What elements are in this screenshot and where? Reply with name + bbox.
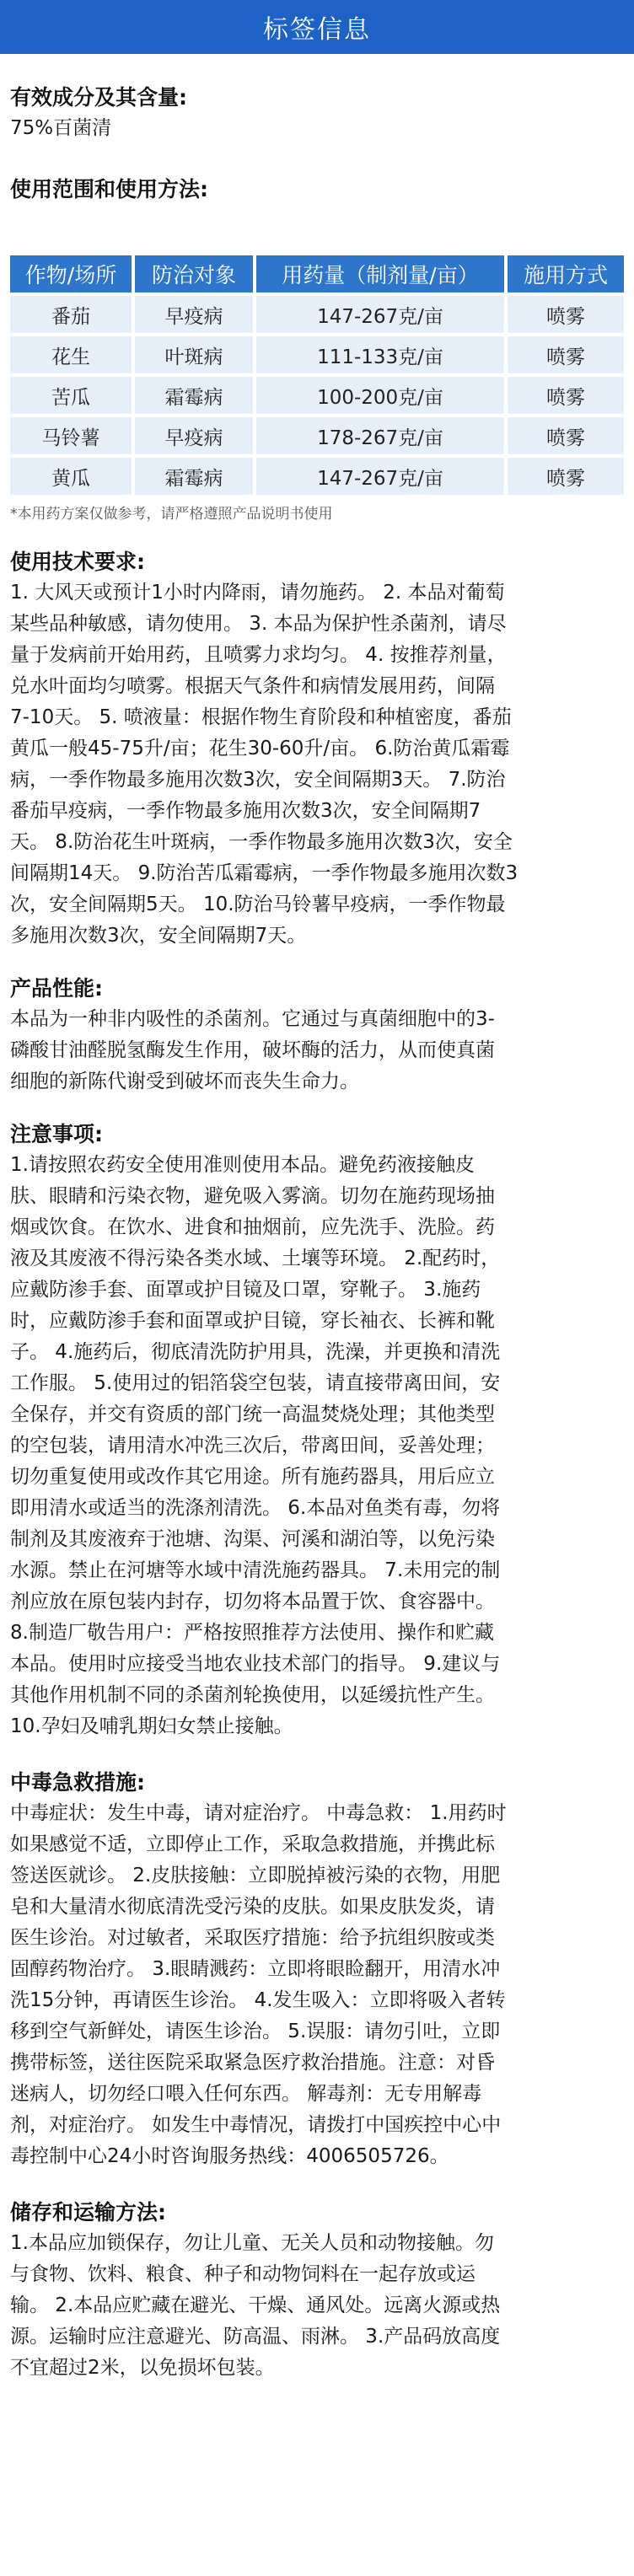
- text-line: 应戴防渗手套、面罩或护目镜及口罩，穿靴子。 3.施药: [10, 1279, 481, 1301]
- text-line: 1.本品应加锁保存，勿让儿童、无关人员和动物接触。勿: [10, 2232, 494, 2254]
- text-line: 细胞的新陈代谢受到破坏而丧失生命力。: [10, 1071, 359, 1092]
- text-line: 制剂及其废液弃于池塘、沟渠、河溪和湖泊等，以免污染: [10, 1528, 495, 1550]
- text-line: 签送医就诊。 2.皮肤接触：立即脱掉被污染的衣物，用肥: [10, 1865, 501, 1886]
- cell-method: 喷雾: [508, 377, 624, 414]
- label-content: [0, 83, 634, 2384]
- cell-crop: 马铃薯: [10, 417, 132, 454]
- cell-dosage: 147-267克/亩: [256, 458, 504, 495]
- text-line: 多施用次数3次，安全间隔期7天。: [10, 925, 307, 947]
- text-line: 病，一季作物最多施用次数3次，安全间隔期3天。 7.防治: [10, 769, 506, 791]
- table-header-row: [10, 255, 624, 292]
- caution-title: 注意事项:: [10, 1122, 103, 1146]
- text-line: 本品。使用时应接受当地农业技术部门的指导。 9.建议与: [10, 1653, 501, 1675]
- cell-method: 喷雾: [508, 417, 624, 454]
- text-line: 子。 4.施药后，彻底清洗防护用具，洗澡，并更换和清洗: [10, 1341, 501, 1363]
- storage-title: 储存和运输方法:: [10, 2200, 166, 2224]
- text-line: 医生诊治。对过敏者，采取医疗措施：给予抗组织胺或类: [10, 1927, 495, 1949]
- text-line: 7-10天。 5. 喷液量：根据作物生育阶段和种植密度，番茄: [10, 706, 512, 728]
- text-line: 皂和大量清水彻底清洗受污染的皮肤。如果皮肤发炎，请: [10, 1896, 495, 1918]
- header-dosage: 用药量（制剂量/亩）: [256, 255, 504, 292]
- cell-crop: 苦瓜: [10, 377, 132, 414]
- text-line: 时，应戴防渗手套和面罩或护目镜，穿长袖衣、长裤和靴: [10, 1310, 495, 1332]
- text-line: 8.制造厂敬告用户：严格按照推荐方法使用、操作和贮藏: [10, 1622, 494, 1644]
- tech-body: [10, 577, 624, 952]
- text-line: 天。 8.防治花生叶斑病，一季作物最多施用次数3次，安全: [10, 831, 513, 853]
- section-first-aid: [10, 1768, 624, 2172]
- first-aid-body: [10, 1798, 624, 2172]
- header-title: 标签信息: [263, 15, 371, 45]
- text-line: 不宜超过2米，以免损坏包装。: [10, 2357, 275, 2379]
- cell-method: 喷雾: [508, 458, 624, 495]
- caution-body: [10, 1150, 624, 1742]
- tech-title: 使用技术要求:: [10, 550, 145, 574]
- text-line: 中毒症状：发生中毒，请对症治疗。 中毒急救： 1.用药时: [10, 1802, 507, 1824]
- section-caution: [10, 1119, 624, 1742]
- section-storage: [10, 2198, 624, 2384]
- text-line: 迷病人，切勿经口喂入任何东西。 解毒剂：无专用解毒: [10, 2083, 482, 2105]
- section-tech: [10, 547, 624, 952]
- text-line: 输。 2.本品应贮藏在避光、干燥、通风处。远离火源或热: [10, 2294, 501, 2316]
- text-line: 其他作用机制不同的杀菌剂轮换使用，以延缓抗性产生。: [10, 1684, 495, 1706]
- usage-title: 使用范围和使用方法:: [10, 177, 208, 201]
- text-line: 量于发病前开始用药，且喷雾力求均匀。 4. 按推荐剂量，: [10, 644, 507, 666]
- text-line: 番茄早疫病，一季作物最多施用次数3次，安全间隔期7: [10, 800, 481, 822]
- performance-title: 产品性能:: [10, 976, 103, 1001]
- cell-dosage: 147-267克/亩: [256, 296, 504, 333]
- text-line: 源。运输时应注意避光、防高温、雨淋。 3.产品码放高度: [10, 2326, 501, 2348]
- dosage-table: [7, 252, 627, 498]
- storage-body: [10, 2228, 624, 2384]
- text-line: 即用清水或适当的洗涤剂清洗。 6.本品对鱼类有毒，勿将: [10, 1497, 501, 1519]
- text-line: 1. 大风天或预计1小时内降雨，请勿施药。 2. 本品对葡萄: [10, 582, 505, 604]
- text-line: 次，安全间隔期5天。 10.防治马铃薯早疫病，一季作物最: [10, 894, 506, 915]
- cell-method: 喷雾: [508, 336, 624, 373]
- text-line: 切勿重复使用或改作其它用途。所有施药器具，用后应立: [10, 1466, 495, 1488]
- text-line: 移到空气新鲜处，请医生诊治。 5.误服：请勿引吐，立即: [10, 2021, 501, 2042]
- ingredient-value: 75%百菌清: [10, 117, 112, 139]
- first-aid-title: 中毒急救措施:: [10, 1770, 145, 1795]
- text-line: 烟或饮食。在饮水、进食和抽烟前，应先洗手、洗脸。药: [10, 1216, 495, 1238]
- text-line: 磷酸甘油醛脱氢酶发生作用，破坏酶的活力，从而使真菌: [10, 1039, 495, 1061]
- table-row: [10, 377, 624, 414]
- text-line: 剂，对症治疗。 如发生中毒情况，请拨打中国疾控中心中: [10, 2114, 502, 2136]
- text-line: 1.请按照农药安全使用准则使用本品。避免药液接触皮: [10, 1154, 475, 1176]
- section-performance: [10, 974, 624, 1097]
- text-line: 10.孕妇及哺乳期妇女禁止接触。: [10, 1715, 293, 1737]
- table-row: [10, 417, 624, 454]
- table-row: [10, 296, 624, 333]
- ingredient-title: 有效成分及其含量:: [10, 85, 187, 110]
- cell-dosage: 178-267克/亩: [256, 417, 504, 454]
- header-crop: 作物/场所: [10, 255, 132, 292]
- cell-crop: 花生: [10, 336, 132, 373]
- cell-target: 早疫病: [135, 296, 253, 333]
- text-line: 本品为一种非内吸性的杀菌剂。它通过与真菌细胞中的3-: [10, 1008, 495, 1030]
- text-line: 如果感觉不适，立即停止工作，采取急救措施，并携此标: [10, 1833, 495, 1855]
- text-line: 的空包装，请用清水冲洗三次后，带离田间，妥善处理；: [10, 1435, 495, 1457]
- performance-body: [10, 1004, 624, 1097]
- header-target: 防治对象: [135, 255, 253, 292]
- text-line: 洗15分钟，再请医生诊治。 4.发生吸入：立即将吸入者转: [10, 1989, 506, 2011]
- section-usage: [10, 174, 624, 205]
- text-line: 黄瓜一般45-75升/亩；花生30-60升/亩。 6.防治黄瓜霜霉: [10, 738, 510, 759]
- section-ingredient: [10, 83, 624, 144]
- text-line: 兑水叶面均匀喷雾。根据天气条件和病情发展用药，间隔: [10, 675, 495, 697]
- cell-crop: 番茄: [10, 296, 132, 333]
- text-line: 液及其废液不得污染各类水域、土壤等环境。 2.配药时，: [10, 1248, 501, 1269]
- text-line: 全保存，并交有资质的部门统一高温焚烧处理；其他类型: [10, 1403, 495, 1425]
- cell-target: 叶斑病: [135, 336, 253, 373]
- table-row: [10, 458, 624, 495]
- text-line: 剂应放在原包装内封存，切勿将本品置于饮、食容器中。: [10, 1591, 495, 1613]
- text-line: 工作服。 5.使用过的铝箔袋空包装，请直接带离田间，安: [10, 1372, 501, 1394]
- text-line: 固醇药物治疗。 3.眼睛溅药：立即将眼睑翻开，用清水冲: [10, 1958, 501, 1980]
- text-line: 水源。禁止在河塘等水域中清洗施药器具。 7.未用完的制: [10, 1559, 501, 1581]
- cell-target: 霜霉病: [135, 377, 253, 414]
- cell-target: 早疫病: [135, 417, 253, 454]
- cell-target: 霜霉病: [135, 458, 253, 495]
- text-line: 毒控制中心24小时咨询服务热线：4006505726。: [10, 2145, 449, 2167]
- header-method: 施用方式: [508, 255, 624, 292]
- cell-dosage: 100-200克/亩: [256, 377, 504, 414]
- usage-note: *本用药方案仅做参考，请严格遵照产品说明书使用: [10, 506, 333, 523]
- text-line: 肤、眼睛和污染衣物，避免吸入雾滴。切勿在施药现场抽: [10, 1185, 495, 1207]
- cell-method: 喷雾: [508, 296, 624, 333]
- header-bar: [0, 0, 634, 54]
- text-line: 携带标签，送往医院采取紧急医疗救治措施。注意：对昏: [10, 2052, 495, 2074]
- table-row: [10, 336, 624, 373]
- cell-dosage: 111-133克/亩: [256, 336, 504, 373]
- text-line: 某些品种敏感，请勿使用。 3. 本品为保护性杀菌剂，请尽: [10, 613, 507, 635]
- cell-crop: 黄瓜: [10, 458, 132, 495]
- text-line: 间隔期14天。 9.防治苦瓜霜霉病，一季作物最多施用次数3: [10, 862, 518, 884]
- text-line: 与食物、饮料、粮食、种子和动物饲料在一起存放或运: [10, 2263, 476, 2285]
